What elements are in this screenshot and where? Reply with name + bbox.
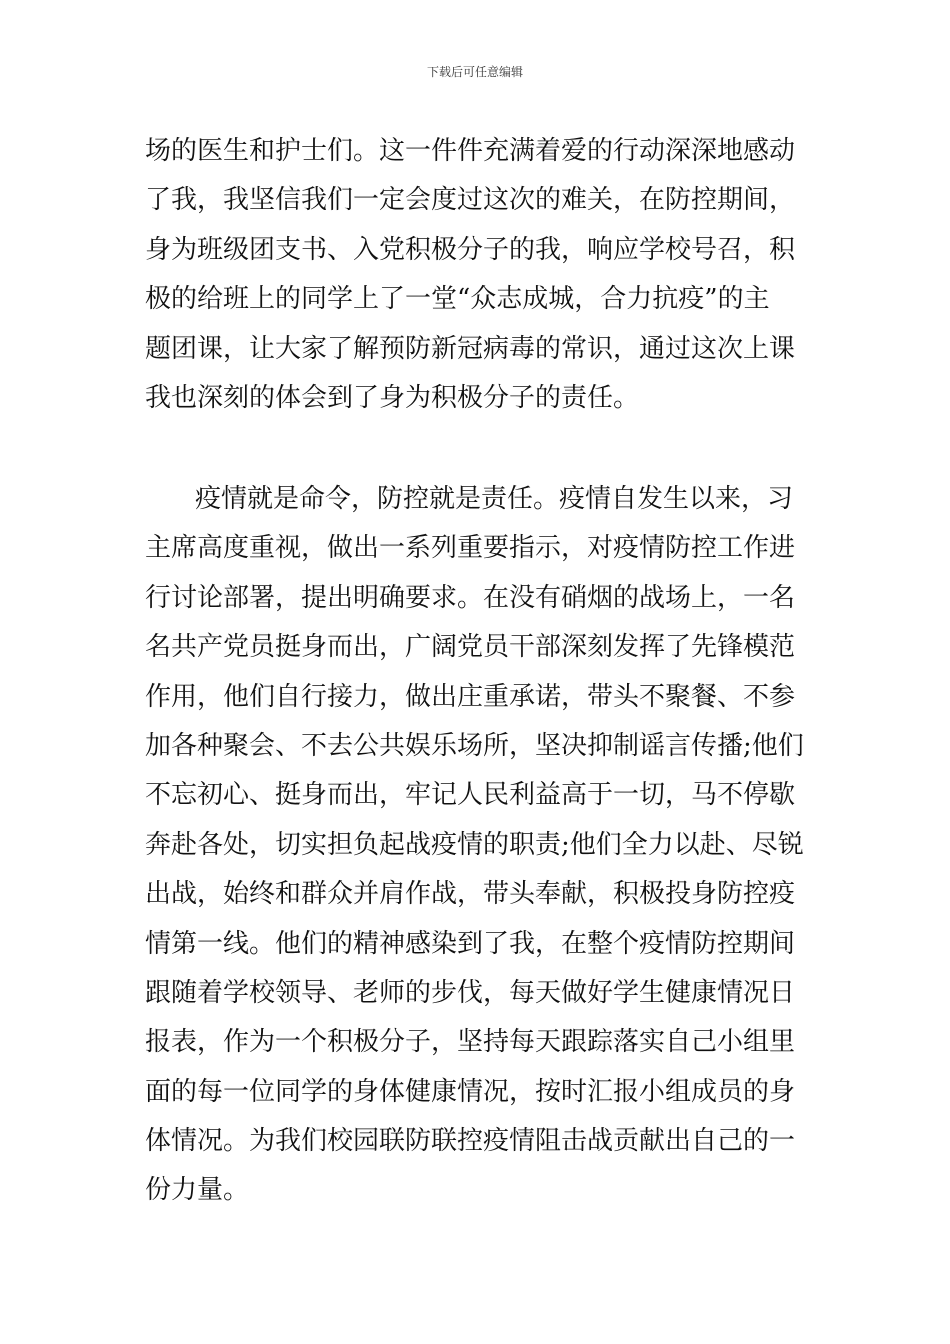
paragraph-line: 行讨论部署，提出明确要求。在没有硝烟的战场上，一名 <box>145 582 796 613</box>
paragraph-line: 场的医生和护士们。这一件件充满着爱的行动深深地感动 <box>145 136 796 166</box>
paragraph-line: 我也深刻的体会到了身为积极分子的责任。 <box>145 382 640 413</box>
paragraph-line: 不忘初心、挺身而出，牢记人民利益高于一切，马不停歇 <box>145 780 796 811</box>
paragraph-line: 情第一线。他们的精神感染到了我，在整个疫情防控期间 <box>145 928 796 959</box>
paragraph-line: 出战，始终和群众并肩作战，带头奉献，积极投身防控疫 <box>145 879 796 910</box>
paragraph-line: 身为班级团支书、入党积极分子的我，响应学校号召，积 <box>145 234 796 265</box>
paragraph-line: 名共产党员挺身而出，广阔党员干部深刻发挥了先锋模范 <box>145 632 796 663</box>
paragraph-line: 极的给班上的同学上了一堂“众志成城，合力抗疫”的主 <box>145 284 770 315</box>
paragraph-2 <box>145 475 810 1216</box>
paragraph-line: 报表，作为一个积极分子，坚持每天跟踪落实自己小组里 <box>145 1027 796 1058</box>
paragraph-line: 面的每一位同学的身体健康情况，按时汇报小组成员的身 <box>145 1076 796 1107</box>
paragraph-line: 主席高度重视，做出一系列重要指示，对疫情防控工作进 <box>145 533 796 564</box>
paragraph-line: 题团课，让大家了解预防新冠病毒的常识，通过这次上课 <box>145 333 796 364</box>
paragraph-1 <box>145 127 810 423</box>
page-header: 下载后可任意编辑 <box>426 65 523 79</box>
paragraph-line: 体情况。为我们校园联防联控疫情阻击战贡献出自己的一 <box>145 1126 796 1157</box>
paragraph-line: 跟随着学校领导、老师的步伐，每天做好学生健康情况日 <box>145 977 796 1008</box>
paragraph-line: 份力量。 <box>145 1175 250 1206</box>
paragraph-line: 了我，我坚信我们一定会度过这次的难关，在防控期间， <box>145 185 796 216</box>
paragraph-line: 作用，他们自行接力，做出庄重承诺，带头不聚餐、不参 <box>145 681 796 712</box>
paragraph-line: 奔赴各处，切实担负起战疫情的职责;他们全力以赴、尽锐 <box>145 829 804 860</box>
paragraph-line: 疫情就是命令，防控就是责任。疫情自发生以来，习 <box>195 484 794 514</box>
paragraph-line: 加各种聚会、不去公共娱乐场所，坚决抑制谣言传播;他们 <box>145 730 804 761</box>
